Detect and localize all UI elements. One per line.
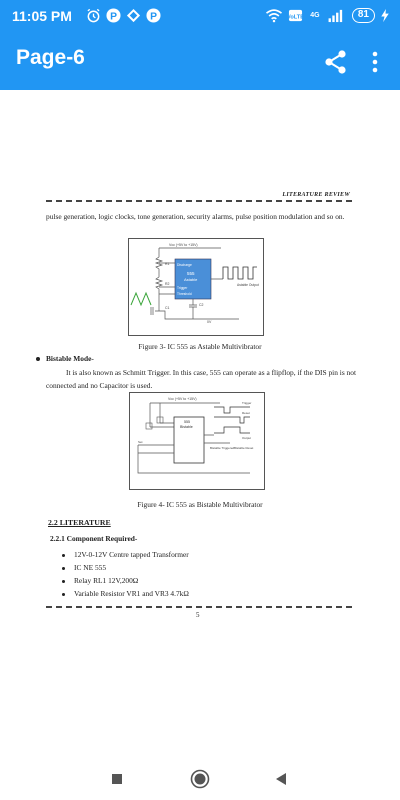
vcc-label: Vcc (+5V to +15V) <box>169 243 198 247</box>
bistable-paragraph: It is also known as Schmitt Trigger. In this case, 555 can operate as a flipflop, if the DIS pin is not connected and no Capacitor is used. <box>46 368 356 390</box>
list-item <box>62 563 106 572</box>
bullet-icon <box>36 357 40 361</box>
list-item-text: 12V-0-12V Centre tapped Transformer <box>74 550 189 559</box>
alarm-icon <box>86 8 101 23</box>
charging-icon <box>380 8 390 23</box>
system-icons <box>265 8 390 23</box>
system-nav-bar <box>0 758 400 800</box>
r1-label: R1 <box>165 262 170 266</box>
c2-label: C2 <box>199 303 204 307</box>
bistable-heading <box>36 354 94 363</box>
bistable-triggered-label: Bistable Triggered <box>210 446 235 450</box>
chip-line-3: Astable <box>184 277 198 282</box>
photos-icon <box>126 8 141 23</box>
chip-line-2: Bistable <box>180 425 193 429</box>
figure-3-astable-diagram <box>128 238 264 336</box>
chip-line-5: Threshold <box>177 292 192 296</box>
wifi-icon <box>265 8 283 23</box>
r2-label: R2 <box>165 282 170 286</box>
status-bar <box>0 0 400 34</box>
document-page[interactable] <box>0 90 400 758</box>
share-icon[interactable] <box>322 48 350 76</box>
resistor-network <box>156 248 162 311</box>
output-label: Astable Output <box>237 283 259 287</box>
list-item <box>62 550 189 559</box>
battery-level: 81 <box>352 8 375 23</box>
list-item <box>62 576 138 585</box>
signal-icon <box>327 8 347 23</box>
chip-line-1: Discharge <box>177 263 192 267</box>
section-heading: 2.2 LITERATURE <box>48 518 111 527</box>
reset-label: Reset <box>242 411 250 415</box>
output-label: Output <box>242 436 252 440</box>
figure-4-bistable-diagram <box>129 392 265 490</box>
list-item-text: Variable Resistor VR1 and VR3 4.7kΩ <box>74 589 189 598</box>
bullet-icon <box>62 554 65 557</box>
subsection-heading: 2.2.1 Component Required- <box>50 534 138 543</box>
header-rule <box>46 200 352 202</box>
zero-volt-label: 0V <box>207 320 212 324</box>
vcc-label: Vcc (+5V to +15V) <box>168 397 197 401</box>
page-title: Page-6 <box>16 46 85 69</box>
status-time: 11:05 PM <box>12 8 72 24</box>
list-item <box>62 589 189 598</box>
list-item-text: IC NE 555 <box>74 563 107 572</box>
footer-rule <box>46 606 352 608</box>
svg-text:VoLTE: VoLTE <box>286 14 304 21</box>
list-item-text: Relay RL1 12V,200Ω <box>74 576 139 585</box>
svg-text:P: P <box>150 11 157 23</box>
capacitor-charge-wave <box>131 293 151 305</box>
bullet-icon <box>62 567 65 570</box>
volte-icon <box>288 8 303 23</box>
more-vert-icon[interactable] <box>365 48 385 76</box>
chip-line-4: Trigger <box>177 286 188 290</box>
chip-line-2: 555 <box>187 271 195 276</box>
recents-square-icon[interactable] <box>106 768 128 790</box>
square-wave-output <box>223 267 257 279</box>
app-bar <box>0 34 400 90</box>
notification-icons <box>86 8 161 23</box>
chip-line-1: 555 <box>184 420 190 424</box>
page-number: 5 <box>196 611 200 619</box>
trigger-label: Trigger <box>242 401 252 405</box>
figure-3-caption: Figure 3- IC 555 as Astable Multivibrator <box>138 342 262 351</box>
running-header: LITERATURE REVIEW <box>282 192 350 198</box>
c1-label: C1 <box>165 306 170 310</box>
bullet-icon <box>62 593 65 596</box>
intro-paragraph: pulse generation, logic clocks, tone generation, security alarms, pulse position modulation and so on. <box>46 212 345 221</box>
home-circle-icon[interactable] <box>189 768 211 790</box>
p-app-icon <box>146 8 161 23</box>
bistable-heading-text: Bistable Mode- <box>46 354 94 363</box>
p-app-icon <box>106 8 121 23</box>
back-triangle-icon[interactable] <box>270 768 292 790</box>
set-label: Set <box>138 440 143 444</box>
bistable-reset-label: Bistable Reset <box>234 446 254 450</box>
network-type-label: 4G <box>310 12 320 19</box>
figure-4-caption: Figure 4- IC 555 as Bistable Multivibrator <box>137 500 263 509</box>
svg-text:P: P <box>110 11 117 23</box>
bullet-icon <box>62 580 65 583</box>
